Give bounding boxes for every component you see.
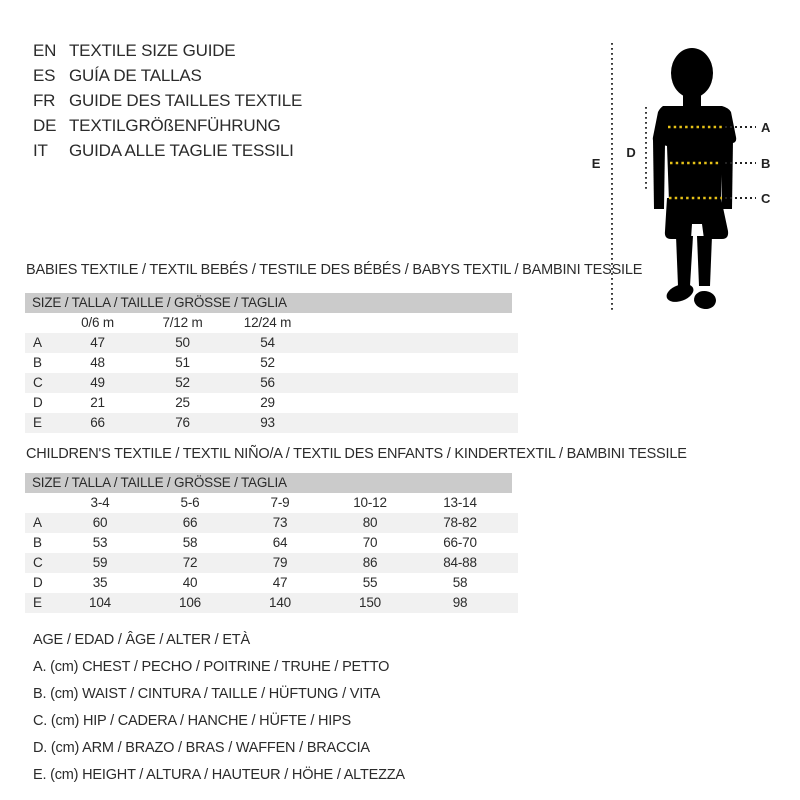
column-header: 0/6 m	[81, 315, 114, 330]
cell: 54	[260, 335, 275, 350]
cell: 52	[260, 355, 275, 370]
children-section-title: CHILDREN'S TEXTILE / TEXTIL NIÑO/A / TEXTIL DES ENFANTS / KINDERTEXTIL / BAMBINI TESSILE	[26, 446, 687, 462]
language-title-block	[33, 38, 302, 163]
measurement-figure	[575, 28, 800, 328]
cell: 58	[182, 535, 198, 550]
cell: 53	[92, 535, 108, 550]
measure-label-e: E	[591, 156, 601, 171]
row-label: C	[33, 555, 43, 570]
cell: 106	[179, 595, 201, 610]
cell: 51	[175, 355, 190, 370]
measurement-legend	[33, 627, 405, 789]
lang-row-es	[33, 63, 302, 88]
column-header: 3-4	[90, 495, 110, 510]
row-label: C	[33, 375, 43, 390]
table-row	[25, 413, 518, 433]
lang-row-en	[33, 38, 302, 63]
cell: 49	[90, 375, 105, 390]
row-label: B	[33, 535, 42, 550]
table-row	[25, 333, 518, 353]
cell: 21	[90, 395, 105, 410]
table-row	[25, 593, 518, 613]
lang-title: GUIDA ALLE TAGLIE TESSILI	[69, 141, 294, 160]
cell: 25	[175, 395, 190, 410]
cell: 73	[272, 515, 288, 530]
row-label: A	[33, 515, 42, 530]
cell: 52	[175, 375, 190, 390]
cell: 59	[92, 555, 108, 570]
cell: 40	[182, 575, 198, 590]
lang-title: GUIDE DES TAILLES TEXTILE	[69, 91, 303, 110]
cell: 55	[362, 575, 378, 590]
lang-row-de	[33, 113, 302, 138]
lang-row-fr	[33, 88, 302, 113]
cell: 150	[359, 595, 381, 610]
babies-section-title: BABIES TEXTILE / TEXTIL BEBÉS / TESTILE DES BÉBÉS / BABYS TEXTIL / BAMBINI TESSILE	[26, 262, 643, 278]
child-silhouette-diagram	[575, 28, 800, 328]
lang-row-it	[33, 138, 302, 163]
cell: 76	[175, 415, 190, 430]
legend-item-height: E. (cm) HEIGHT / ALTURA / HAUTEUR / HÖHE / ALTEZZA	[33, 767, 405, 783]
table-row	[25, 373, 518, 393]
children-column-header-row	[25, 493, 518, 513]
cell: 70	[362, 535, 378, 550]
row-label: D	[33, 395, 43, 410]
children-size-header-bar: SIZE / TALLA / TAILLE / GRÖSSE / TAGLIA	[25, 473, 512, 493]
legend-age-line: AGE / EDAD / ÂGE / ALTER / ETÀ	[33, 632, 250, 648]
lang-title: TEXTILE SIZE GUIDE	[69, 41, 236, 60]
lang-code: DE	[33, 116, 57, 135]
column-header: 7-9	[270, 495, 290, 510]
children-size-table	[25, 473, 518, 613]
table-row	[25, 393, 518, 413]
cell: 47	[90, 335, 105, 350]
row-label: E	[33, 415, 42, 430]
measure-label-c: C	[761, 191, 771, 206]
column-header: 5-6	[180, 495, 200, 510]
child-silhouette	[653, 48, 736, 310]
cell: 86	[362, 555, 378, 570]
babies-column-header-row	[25, 313, 518, 333]
lang-title: GUÍA DE TALLAS	[69, 66, 202, 85]
measure-label-b: B	[761, 156, 771, 171]
cell: 35	[92, 575, 108, 590]
lang-code: EN	[33, 41, 57, 60]
legend-item-waist: B. (cm) WAIST / CINTURA / TAILLE / HÜFTUNG / VITA	[33, 686, 381, 702]
cell: 50	[175, 335, 190, 350]
row-label: B	[33, 355, 42, 370]
measure-label-d: D	[626, 145, 636, 160]
lang-code: IT	[33, 141, 48, 160]
cell: 78-82	[443, 515, 477, 530]
column-header: 10-12	[353, 495, 387, 510]
cell: 98	[452, 595, 468, 610]
cell: 79	[272, 555, 288, 570]
cell: 56	[260, 375, 275, 390]
cell: 66	[90, 415, 105, 430]
cell: 93	[260, 415, 275, 430]
cell: 66	[182, 515, 198, 530]
cell: 48	[90, 355, 105, 370]
babies-size-header-bar: SIZE / TALLA / TAILLE / GRÖSSE / TAGLIA	[25, 293, 512, 313]
row-label: E	[33, 595, 42, 610]
cell: 84-88	[443, 555, 477, 570]
cell: 104	[89, 595, 111, 610]
table-row	[25, 553, 518, 573]
row-label: D	[33, 575, 43, 590]
cell: 64	[272, 535, 288, 550]
cell: 60	[92, 515, 108, 530]
cell: 47	[272, 575, 288, 590]
table-row	[25, 573, 518, 593]
lang-title: TEXTILGRÖßENFÜHRUNG	[69, 116, 281, 135]
table-row	[25, 353, 518, 373]
table-row	[25, 533, 518, 553]
lang-code: ES	[33, 66, 56, 85]
cell: 72	[182, 555, 198, 570]
row-label: A	[33, 335, 42, 350]
lang-code: FR	[33, 91, 56, 110]
cell: 29	[260, 395, 275, 410]
cell: 58	[452, 575, 468, 590]
cell: 80	[362, 515, 378, 530]
legend-item-hip: C. (cm) HIP / CADERA / HANCHE / HÜFTE / HIPS	[33, 713, 352, 729]
cell: 66-70	[443, 535, 477, 550]
empty-corner-cell	[25, 493, 55, 513]
table-row	[25, 513, 518, 533]
empty-corner-cell	[25, 313, 55, 333]
legend-item-arm: D. (cm) ARM / BRAZO / BRAS / WAFFEN / BRACCIA	[33, 740, 370, 756]
column-header: 7/12 m	[162, 315, 203, 330]
legend-item-chest: A. (cm) CHEST / PECHO / POITRINE / TRUHE / PETTO	[33, 659, 390, 675]
column-header: 13-14	[443, 495, 477, 510]
column-header: 12/24 m	[243, 315, 292, 330]
babies-size-table	[25, 293, 518, 433]
cell: 140	[269, 595, 291, 610]
measure-label-a: A	[761, 120, 771, 135]
